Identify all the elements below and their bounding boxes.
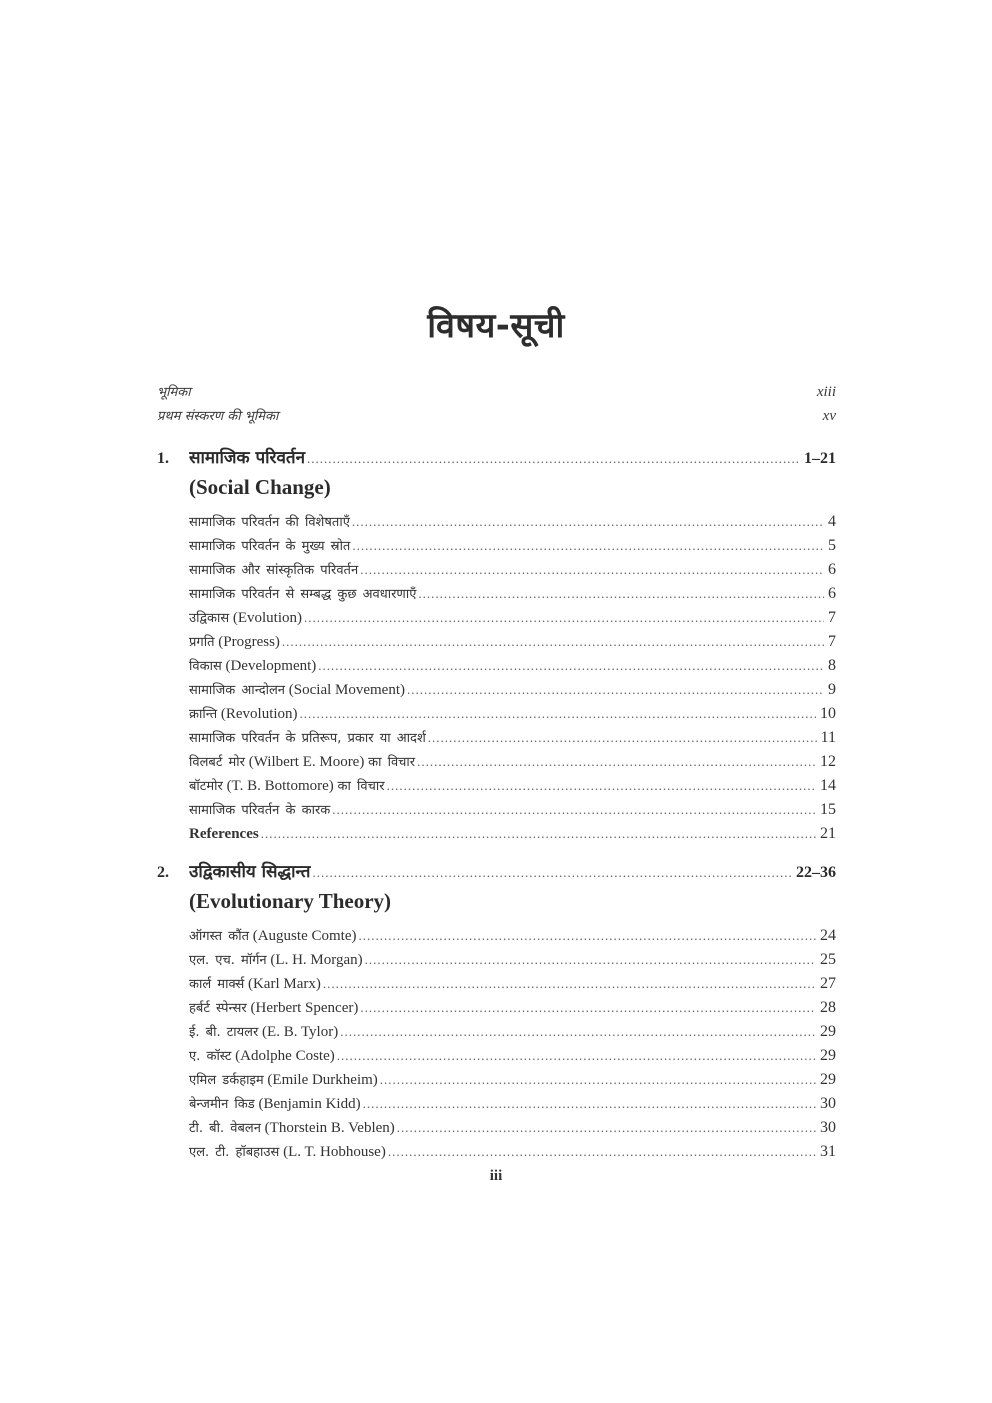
entry-title-hindi: उद्विकास (189, 611, 230, 626)
chapter-page-range: 22–36 (796, 864, 836, 881)
entry-title-hindi: एमिल डर्कहाइम (189, 1073, 264, 1088)
entry-title-hindi: सामाजिक आन्दोलन (189, 683, 286, 698)
entry-page: 12 (820, 753, 836, 770)
chapter-number: 1. (157, 450, 169, 467)
toc-entry[interactable] (189, 1020, 836, 1044)
entry-title-english: (L. T. Hobhouse) (283, 1144, 386, 1160)
prelim-entry-first-edition-preface[interactable] (157, 404, 836, 428)
dot-leader (304, 606, 824, 630)
entry-title-english: (E. B. Tylor) (262, 1024, 339, 1040)
dot-leader (417, 750, 816, 774)
entry-page: 10 (820, 705, 836, 722)
chapter-entries (189, 924, 836, 1164)
prelim-page: xiii (816, 384, 836, 400)
chapter-title: उद्विकासीय सिद्धान्त (189, 862, 311, 882)
entry-title-hindi: कार्ल मार्क्स (189, 977, 245, 992)
dot-leader (307, 445, 800, 473)
entry-title-english: (Adolphe Coste) (235, 1048, 335, 1064)
entry-page: 29 (820, 1023, 836, 1040)
toc-entry[interactable] (189, 1068, 836, 1092)
toc-entry[interactable] (189, 510, 836, 534)
dot-leader (312, 859, 792, 887)
toc-entry[interactable] (189, 948, 836, 972)
dot-leader (318, 654, 824, 678)
toc-entry[interactable] (189, 558, 836, 582)
entry-title-english: (Thorstein B. Veblen) (264, 1120, 395, 1136)
entry-title-english: (Social Movement) (288, 682, 406, 698)
entry-title-hindi: प्रगति (189, 635, 215, 650)
toc-entry[interactable] (189, 582, 836, 606)
chapter-number: 2. (157, 864, 169, 881)
entry-page: 11 (820, 729, 836, 746)
entry-page: 6 (828, 585, 836, 602)
entry-title-english: References (189, 826, 259, 842)
table-of-contents (157, 380, 836, 1164)
chapter-title: सामाजिक परिवर्तन (189, 448, 306, 468)
prelim-label: भूमिका (157, 385, 191, 400)
entry-title-english: (Herbert Spencer) (250, 1000, 359, 1016)
entry-title-english: (Progress) (218, 634, 280, 650)
entry-title-english: (Wilbert E. Moore) (248, 754, 365, 770)
entry-page: 30 (820, 1119, 836, 1136)
dot-leader (340, 1020, 816, 1044)
dot-leader (358, 924, 816, 948)
chapter-subtitle: (Evolutionary Theory) (189, 889, 392, 913)
entry-page: 9 (828, 681, 836, 698)
dot-leader (365, 948, 816, 972)
dot-leader (360, 996, 816, 1020)
entry-page: 8 (828, 657, 836, 674)
toc-entry[interactable] (189, 678, 836, 702)
dot-leader (387, 774, 816, 798)
entry-title-english: (Auguste Comte) (252, 928, 357, 944)
entry-title-hindi: सामाजिक परिवर्तन के कारक (189, 803, 331, 818)
entry-title-hindi: ई. बी. टायलर (189, 1025, 259, 1040)
dot-leader (418, 582, 824, 606)
entry-page: 29 (820, 1071, 836, 1088)
toc-entry[interactable] (189, 1092, 836, 1116)
dot-leader (428, 726, 817, 750)
entry-page: 7 (828, 609, 836, 626)
entry-title-hindi: सामाजिक परिवर्तन की विशेषताएँ (189, 515, 350, 530)
entry-title-english: (Benjamin Kidd) (258, 1096, 361, 1112)
entry-page: 31 (820, 1143, 836, 1160)
toc-entry[interactable] (189, 630, 836, 654)
entry-page: 28 (820, 999, 836, 1016)
entry-page: 29 (820, 1047, 836, 1064)
toc-entry[interactable] (189, 606, 836, 630)
entry-title-suffix: का विचार (368, 755, 416, 770)
chapter-subtitle: (Social Change) (189, 475, 331, 499)
dot-leader (397, 1116, 816, 1140)
entry-title-hindi: हर्बर्ट स्पेन्सर (189, 1001, 247, 1016)
entry-title-hindi: सामाजिक परिवर्तन के प्रतिरूप, प्रकार या आदर्श (189, 731, 426, 746)
dot-leader (388, 1140, 816, 1164)
dot-leader (337, 1044, 816, 1068)
entry-title-hindi: बेन्जमीन किड (189, 1097, 255, 1112)
entry-title-english: (Revolution) (220, 706, 298, 722)
dot-leader (407, 678, 824, 702)
toc-entry[interactable] (189, 534, 836, 558)
toc-entry[interactable] (189, 702, 836, 726)
toc-entry[interactable] (189, 1140, 836, 1164)
dot-leader (360, 558, 824, 582)
entry-page: 24 (820, 927, 836, 944)
chapter-entries (189, 510, 836, 846)
prelim-page: xv (822, 408, 836, 424)
chapter-heading[interactable] (157, 858, 836, 886)
toc-entry[interactable] (189, 774, 836, 798)
entry-page: 30 (820, 1095, 836, 1112)
dot-leader (300, 702, 816, 726)
entry-title-english: (Development) (225, 658, 317, 674)
entry-page: 7 (828, 633, 836, 650)
entry-title-hindi: ऑगस्त कौंत (189, 929, 249, 944)
toc-entry[interactable] (189, 1044, 836, 1068)
entry-title-hindi: बॉटमोर (189, 779, 223, 794)
entry-title-hindi: एल. एच. मॉर्गन (189, 953, 267, 968)
dot-leader (363, 1092, 816, 1116)
entry-page: 21 (820, 825, 836, 842)
dot-leader (323, 972, 816, 996)
entry-title-hindi: सामाजिक परिवर्तन के मुख्य स्रोत (189, 539, 351, 554)
entry-page: 27 (820, 975, 836, 992)
chapter-2 (157, 858, 836, 1164)
toc-entry[interactable] (189, 924, 836, 948)
page-title: विषय-सूची (427, 306, 565, 346)
entry-page: 15 (820, 801, 836, 818)
toc-entry[interactable] (189, 750, 836, 774)
dot-leader (332, 798, 816, 822)
entry-title-hindi: विलबर्ट मोर (189, 755, 245, 770)
entry-title-english: (Karl Marx) (247, 976, 321, 992)
chapter-page-range: 1–21 (804, 450, 836, 467)
entry-title-hindi: ए. कॉस्ट (189, 1049, 232, 1064)
prelim-entry-preface[interactable] (157, 380, 836, 404)
entry-title-hindi: क्रान्ति (189, 707, 218, 722)
entry-title-english: (T. B. Bottomore) (226, 778, 334, 794)
entry-page: 6 (828, 561, 836, 578)
page-number: iii (489, 1168, 503, 1184)
entry-title-suffix: का विचार (337, 779, 385, 794)
toc-entry[interactable] (189, 726, 836, 750)
dot-leader (380, 1068, 816, 1092)
chapter-1 (157, 444, 836, 846)
toc-entry[interactable] (189, 1116, 836, 1140)
entry-title-english: (Emile Durkheim) (267, 1072, 378, 1088)
toc-entry[interactable] (189, 798, 836, 822)
entry-page: 25 (820, 951, 836, 968)
dot-leader (261, 822, 816, 846)
toc-entry[interactable] (189, 996, 836, 1020)
entry-title-hindi: सामाजिक परिवर्तन से सम्बद्ध कुछ अवधारणाएँ (189, 587, 417, 602)
chapter-heading[interactable] (157, 444, 836, 472)
entry-title-hindi: टी. बी. वेबलन (189, 1121, 261, 1136)
toc-entry[interactable] (189, 972, 836, 996)
entry-title-hindi: एल. टी. हॉबहाउस (189, 1145, 280, 1160)
dot-leader (282, 630, 824, 654)
toc-entry[interactable] (189, 654, 836, 678)
toc-entry-references[interactable] (189, 822, 836, 846)
entry-page: 5 (828, 537, 836, 554)
entry-title-english: (L. H. Morgan) (270, 952, 363, 968)
dot-leader (352, 534, 824, 558)
entry-title-hindi: सामाजिक और सांस्कृतिक परिवर्तन (189, 563, 359, 578)
prelim-label: प्रथम संस्करण की भूमिका (157, 409, 279, 424)
entry-page: 14 (820, 777, 836, 794)
entry-page: 4 (828, 513, 836, 530)
entry-title-english: (Evolution) (232, 610, 303, 626)
dot-leader (352, 510, 824, 534)
entry-title-hindi: विकास (189, 659, 222, 674)
